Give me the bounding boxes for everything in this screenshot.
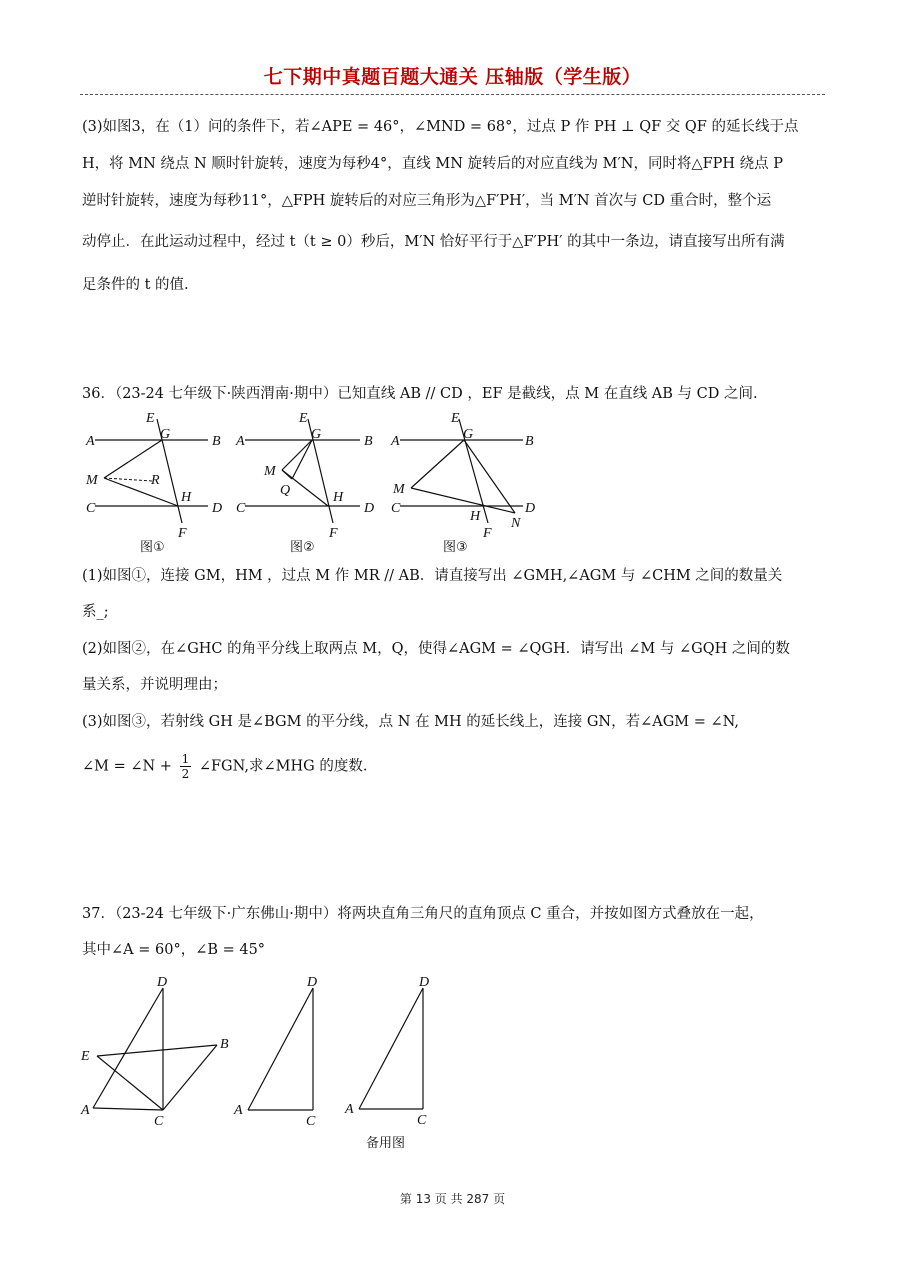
q35-part3-line4: 动停止．在此运动过程中，经过 t（t ≥ 0）秒后，M′N 恰好平行于△F′PH′ 的其中一条边，请直接写出所有满 (82, 234, 785, 250)
q36-part3-expr-pre: ∠M = ∠N + (82, 758, 172, 775)
svg-text:D: D (307, 975, 318, 990)
svg-text:A: A (236, 434, 245, 449)
q37-line2: 其中∠A = 60°，∠B = 45° (82, 942, 266, 958)
fraction-numerator: 1 (181, 752, 190, 766)
q35-part3-line2: H，将 MN 绕点 N 顺时针旋转，速度为每秒4°，直线 MN 旋转后的对应直线为 M′N，同时将△FPH 绕点 P (82, 156, 784, 172)
q36-part3-expr-post: ∠FGN,求∠MHG 的度数. (198, 758, 368, 775)
svg-text:E: E (146, 411, 155, 426)
svg-text:C: C (236, 501, 246, 516)
svg-text:B: B (364, 434, 373, 449)
svg-text:C: C (391, 501, 401, 516)
svg-text:G: G (160, 427, 171, 442)
svg-text:H: H (470, 509, 481, 524)
page-footer: 第 13 页 共 287 页 (399, 1192, 506, 1206)
svg-text:D: D (212, 501, 223, 516)
svg-text:N: N (511, 516, 521, 531)
q36-part2-line2: 量关系，并说明理由； (82, 677, 227, 693)
fraction-one-half (180, 752, 192, 781)
q36-figure-2-caption: 图② (290, 540, 315, 555)
svg-text:G: G (463, 427, 474, 442)
svg-text:A: A (234, 1103, 243, 1118)
svg-text:H: H (333, 490, 344, 505)
svg-text:A: A (391, 434, 400, 449)
svg-text:C: C (306, 1114, 316, 1129)
q35-part3-line5: 足条件的 t 的值. (82, 277, 189, 293)
svg-text:E: E (81, 1049, 90, 1064)
svg-text:M: M (86, 473, 98, 488)
svg-text:F: F (483, 526, 492, 541)
svg-text:M: M (264, 464, 276, 479)
q35-part3-line3: 逆时针旋转，速度为每秒11°，△FPH 旋转后的对应三角形为△F′PH′，当 M′N 首次与 CD 重合时，整个运 (82, 193, 772, 209)
svg-text:A: A (86, 434, 95, 449)
q36-intro: 36．（23-24 七年级下·陕西渭南·期中）已知直线 AB // CD ，EF 是截线，点 M 在直线 AB 与 CD 之间. (82, 386, 758, 402)
svg-text:D: D (157, 975, 168, 990)
svg-text:D: D (525, 501, 536, 516)
svg-text:M: M (393, 482, 405, 497)
svg-text:D: D (419, 975, 430, 990)
q36-figure-1-caption: 图① (140, 540, 165, 555)
q37-line1: 37．（23-24 七年级下·广东佛山·期中）将两块直角三角尺的直角顶点 C 重合，并按如图方式叠放在一起， (82, 906, 764, 922)
svg-text:D: D (364, 501, 375, 516)
q36-part2-line1: (2)如图②，在∠GHC 的角平分线上取两点 M，Q，使得∠AGM = ∠QGH．请写出 ∠M 与 ∠GQH 之间的数 (82, 641, 790, 657)
q36-figure-3 (385, 405, 550, 550)
q36-figure-1 (80, 405, 230, 550)
q35-part3-line1: (3)如图3，在（1）问的条件下，若∠APE = 46°，∠MND = 68°，过点 P 作 PH ⊥ QF 交 QF 的延长线于点 (82, 119, 799, 135)
svg-text:H: H (181, 490, 192, 505)
fraction-denominator: 2 (181, 767, 190, 781)
svg-text:R: R (151, 473, 160, 488)
q36-part3-line2 (82, 752, 367, 781)
q37-spare-caption: 备用图 (366, 1136, 406, 1151)
page-header-title: 七下期中真题百题大通关 压轴版（学生版） (263, 66, 642, 88)
svg-text:C: C (417, 1113, 427, 1128)
q37-main-figure (75, 970, 245, 1135)
svg-text:C: C (86, 501, 96, 516)
svg-text:F: F (329, 526, 338, 541)
q36-part1-line2: 系_; (82, 604, 109, 620)
q37-spare-figure-2 (343, 970, 453, 1135)
svg-text:C: C (154, 1114, 164, 1129)
q36-figure-2 (230, 405, 385, 550)
svg-text:A: A (345, 1102, 354, 1117)
svg-text:B: B (525, 434, 534, 449)
q37-spare-figure-1 (230, 970, 340, 1135)
svg-text:E: E (299, 411, 308, 426)
svg-text:G: G (311, 427, 322, 442)
svg-text:B: B (212, 434, 221, 449)
svg-text:A: A (81, 1103, 90, 1118)
q36-figure-3-caption: 图③ (443, 540, 468, 555)
q36-part1-line1: (1)如图①，连接 GM，HM ，过点 M 作 MR // AB．请直接写出 ∠GMH,∠AGM 与 ∠CHM 之间的数量关 (82, 568, 783, 584)
svg-text:B: B (220, 1037, 229, 1052)
svg-text:E: E (451, 411, 460, 426)
svg-text:F: F (178, 526, 187, 541)
q36-part3-line1: (3)如图③，若射线 GH 是∠BGM 的平分线，点 N 在 MH 的延长线上，连接 GN，若∠AGM = ∠N, (82, 714, 740, 730)
svg-text:Q: Q (280, 483, 291, 498)
header-divider (80, 94, 825, 95)
